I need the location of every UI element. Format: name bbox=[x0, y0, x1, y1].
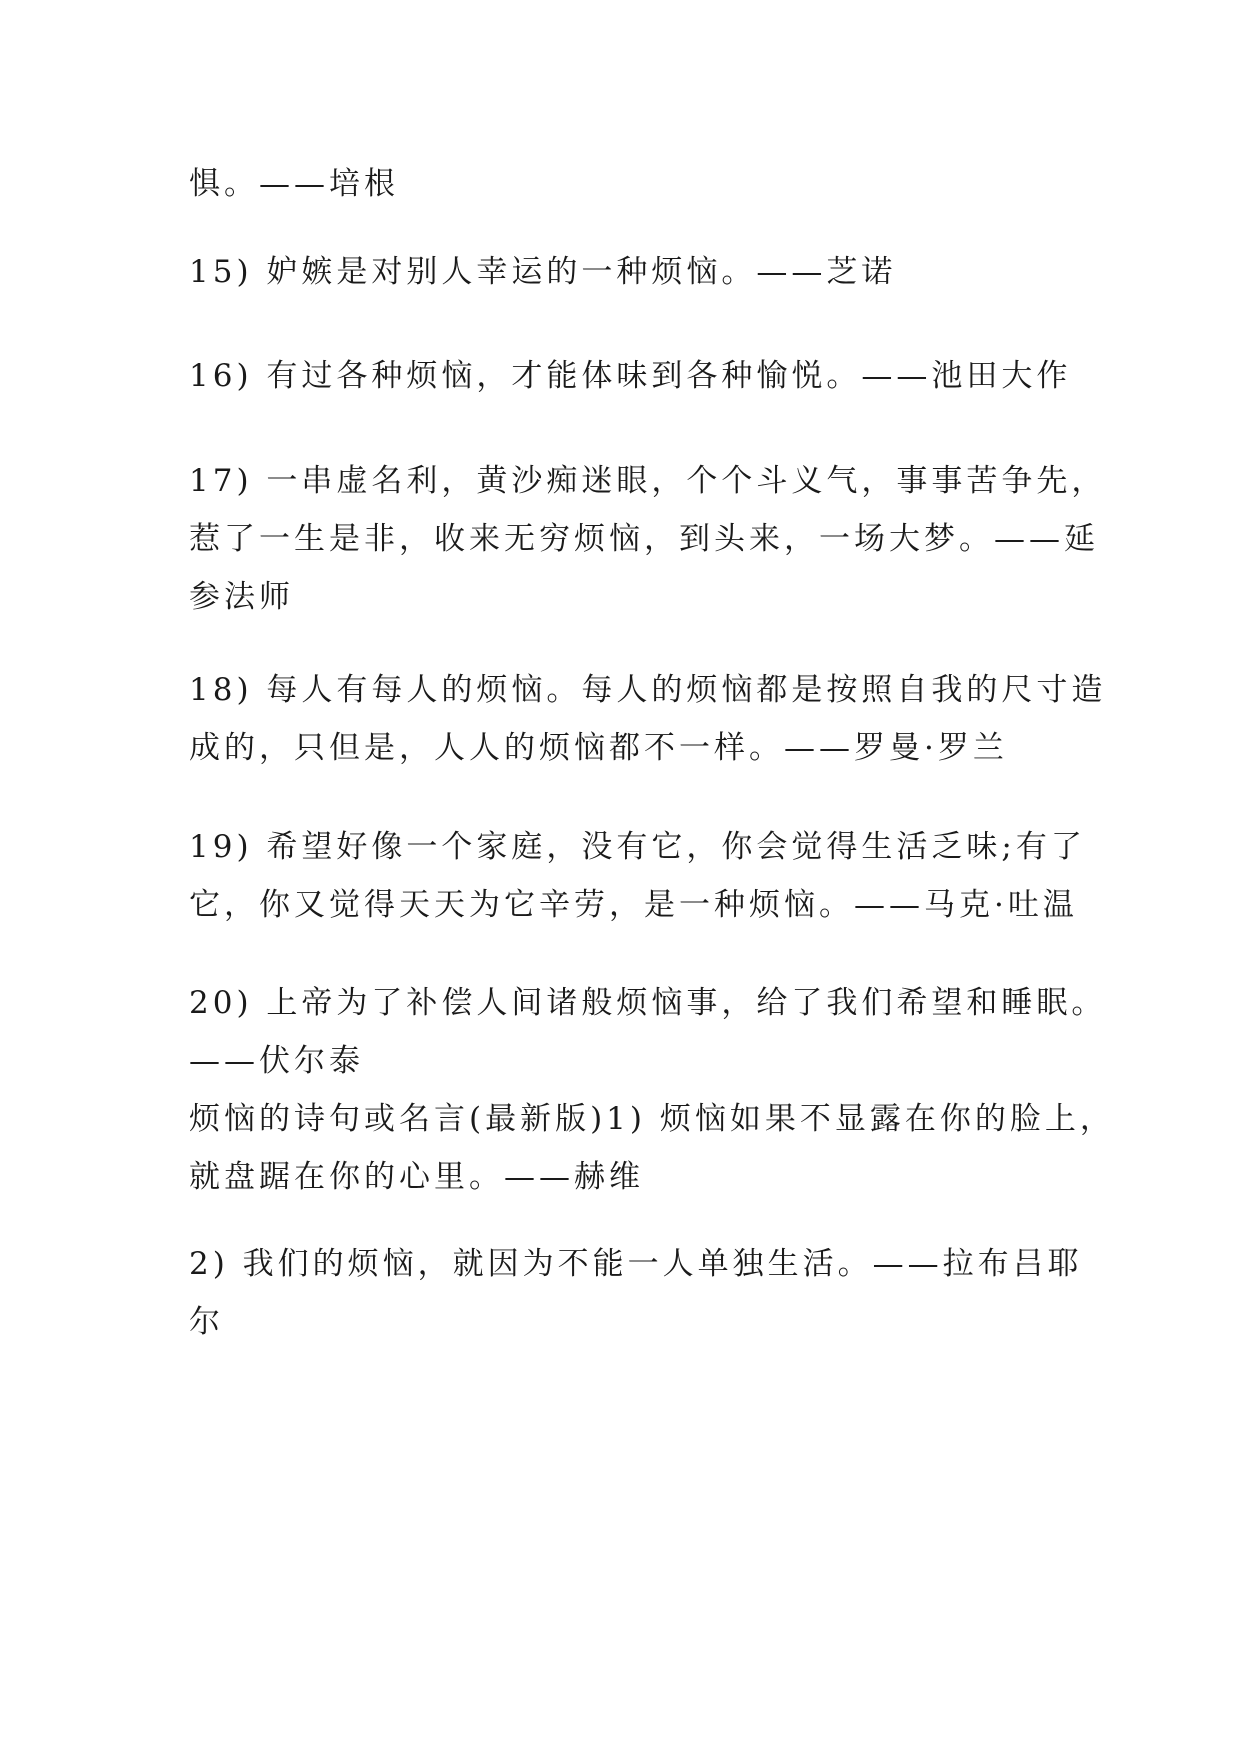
quote-16 bbox=[189, 347, 1072, 405]
text-line: 就盘踞在你的心里。——赫维 bbox=[189, 1159, 644, 1195]
text-line: 2) 我们的烦恼，就因为不能一人单独生活。——拉布吕耶 bbox=[189, 1246, 1083, 1282]
text-line: ——伏尔泰 bbox=[189, 1043, 364, 1079]
text-line: 18) 每人有每人的烦恼。每人的烦恼都是按照自我的尺寸造 bbox=[189, 672, 1107, 708]
quote-19 bbox=[189, 818, 1086, 934]
quote-20 bbox=[189, 974, 1115, 1206]
text-line: 16) 有过各种烦恼，才能体味到各种愉悦。——池田大作 bbox=[189, 358, 1072, 394]
text-line: 17) 一串虚名利，黄沙痴迷眼，个个斗义气，事事苦争先， bbox=[189, 463, 1107, 499]
text-line: 15) 妒嫉是对别人幸运的一种烦恼。——芝诺 bbox=[189, 254, 897, 290]
text-line: 惧。——培根 bbox=[189, 166, 399, 202]
text-line: 参法师 bbox=[189, 579, 294, 615]
text-line: 它，你又觉得天天为它辛劳，是一种烦恼。——马克·吐温 bbox=[189, 887, 1078, 923]
text-line: 19) 希望好像一个家庭，没有它，你会觉得生活乏味;有了 bbox=[189, 829, 1086, 865]
text-line: 烦恼的诗句或名言(最新版)1) 烦恼如果不显露在你的脸上， bbox=[189, 1101, 1115, 1137]
text-line: 惹了一生是非，收来无穷烦恼，到头来，一场大梦。——延 bbox=[189, 521, 1099, 557]
quote-17 bbox=[189, 452, 1107, 626]
text-line: 20) 上帝为了补偿人间诸般烦恼事，给了我们希望和睡眠。 bbox=[189, 985, 1107, 1021]
quote-15 bbox=[189, 243, 1069, 301]
quote-14-tail bbox=[189, 155, 1069, 213]
quote-2 bbox=[189, 1235, 1083, 1351]
quote-18 bbox=[189, 661, 1107, 777]
text-line: 成的，只但是，人人的烦恼都不一样。——罗曼·罗兰 bbox=[189, 730, 1008, 766]
text-line: 尔 bbox=[189, 1304, 224, 1340]
